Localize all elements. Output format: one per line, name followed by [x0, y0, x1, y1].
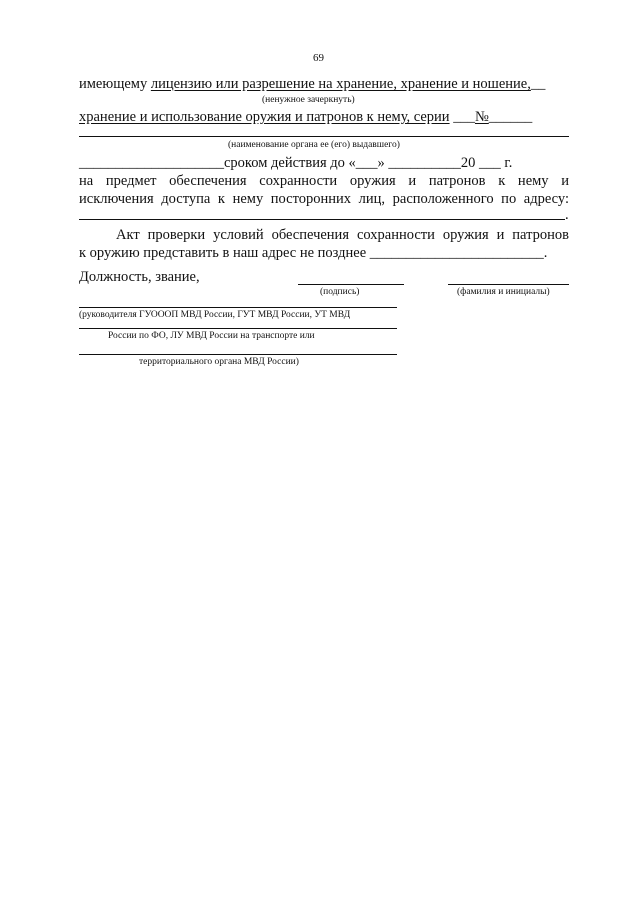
- note-issuer: (наименование органа ее (его) выдавшего): [228, 140, 400, 150]
- validity-year-suffix: г.: [504, 155, 513, 171]
- issuer-line: [79, 136, 569, 137]
- signature-caption: (подпись): [320, 287, 360, 297]
- address-line: [79, 219, 565, 220]
- act-line-1: Акт проверки условий обеспечения сохранности оружия и патронов: [116, 227, 569, 243]
- head-line-2: России по ФО, ЛУ МВД России на транспорте или: [108, 331, 315, 341]
- licence-trail: __: [530, 76, 546, 92]
- series-blank: ___: [453, 109, 475, 125]
- validity-day-blank: ___: [355, 155, 378, 171]
- name-caption: (фамилия и инициалы): [457, 287, 550, 297]
- storage-line: [79, 108, 532, 126]
- validity-label: сроком действия до «: [224, 155, 356, 171]
- validity-prefix-blank: ____________________: [79, 155, 224, 171]
- signature-line: [298, 284, 404, 285]
- act-deadline-end: .: [543, 245, 548, 261]
- note-strike: (ненужное зачеркнуть): [262, 95, 355, 105]
- validity-line: [79, 154, 512, 172]
- page-number: 69: [313, 52, 324, 64]
- head-line-rule-3: [79, 354, 397, 355]
- name-line: [448, 284, 569, 285]
- head-line-rule-1: [79, 307, 397, 308]
- number-blank: ______: [488, 109, 533, 125]
- purpose-line-2: исключения доступа к нему посторонних лиц, расположенного по адресу:: [79, 191, 569, 207]
- position-label: Должность, звание,: [79, 269, 200, 285]
- address-end: .: [565, 207, 569, 223]
- head-line-rule-2: [79, 328, 397, 329]
- licence-options: лицензию или разрешение на хранение, хранение и ношение,: [150, 76, 531, 92]
- validity-year-blank: ___: [479, 155, 501, 171]
- validity-month-blank: __________: [388, 155, 461, 171]
- act-deadline-text: к оружию представить в наш адрес не позднее: [79, 245, 367, 261]
- head-line-3: территориального органа МВД России): [139, 357, 299, 367]
- validity-quote-close: »: [377, 155, 385, 171]
- purpose-line-1: на предмет обеспечения сохранности оружия и патронов к нему и: [79, 173, 569, 189]
- number-sign: №: [474, 109, 489, 125]
- storage-text: хранение и использование оружия и патронов к нему, серии: [79, 109, 450, 125]
- head-line-1: (руководителя ГУОООП МВД России, ГУТ МВД России, УТ МВД: [79, 310, 351, 320]
- licence-prefix: имеющему: [79, 76, 151, 92]
- licence-line: [79, 75, 545, 93]
- act-deadline-blank: ________________________: [369, 245, 544, 261]
- validity-year-prefix: 20: [460, 155, 476, 171]
- act-line-2: [79, 244, 547, 262]
